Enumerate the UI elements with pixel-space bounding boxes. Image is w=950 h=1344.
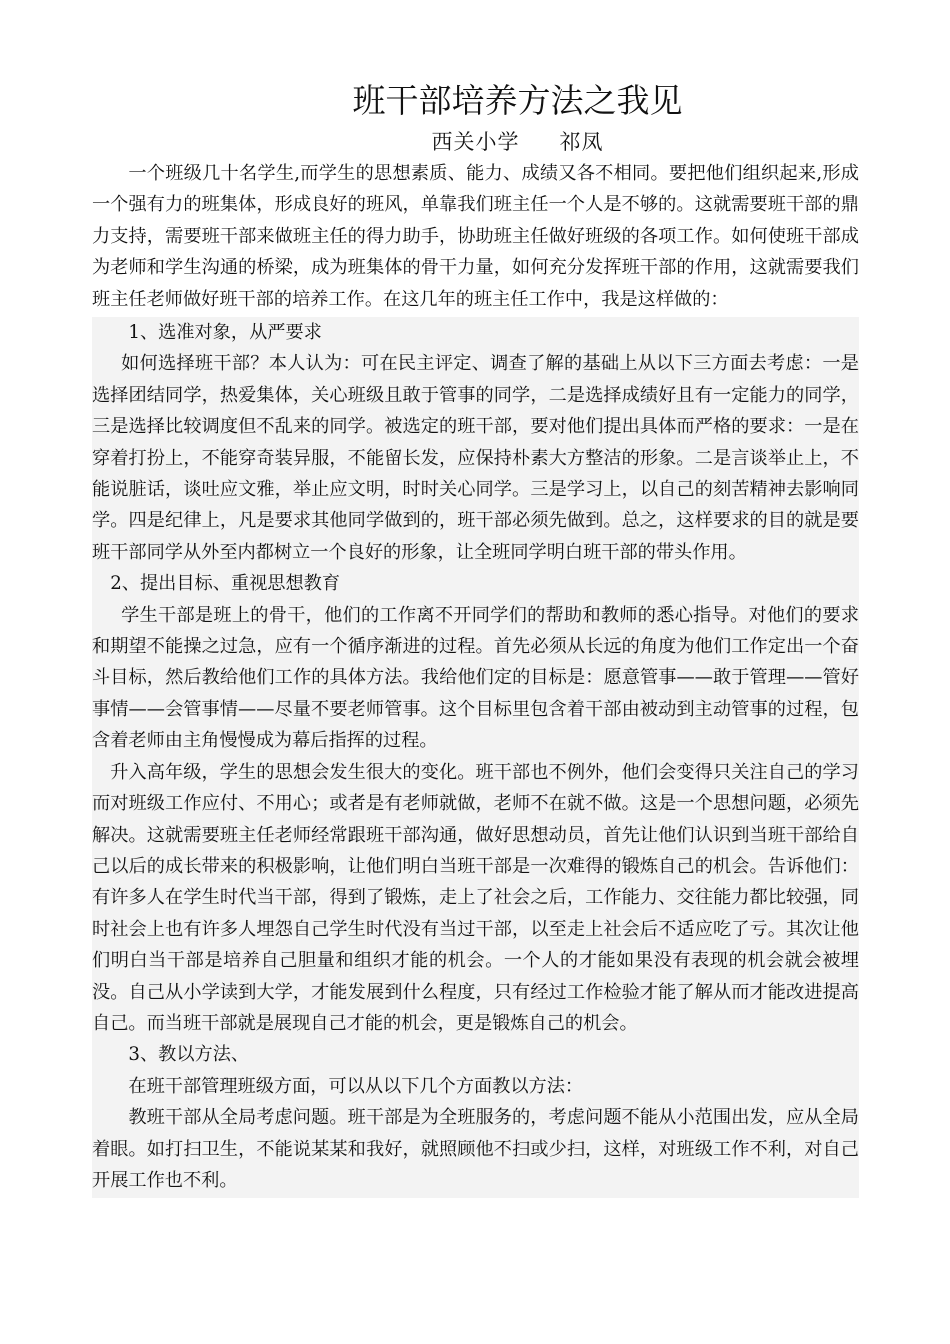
heading-3: 3、教以方法、 [128,1044,250,1066]
school-name: 西关小学 [431,130,520,154]
byline [0,127,950,157]
heading-2: 2、提出目标、重视思想教育 [110,573,341,595]
paragraph-5: 教班干部从全局考虑问题。班干部是为全班服务的，考虑问题不能从小范围出发，应从全局着眼。如打扫卫生，不能说某某和我好，就照顾他不扫或少扫，这样，对班级工作不利，对自己开展工作也不利。 [92,1107,859,1191]
heading-1: 1、选准对象，从严要求 [128,322,322,343]
paragraph-1: 如何选择班干部？本人认为：可在民主评定、调查了解的基础上从以下三方面去考虑：一是选择团结同学，热爱集体，关心班级且敢于管事的同学，二是选择成绩好且有一定能力的同学，三是选择比较调度但不乱来的同学。被选定的班干部，要对他们提出具体而严格的要求：一是在穿着打扮上，不能穿奇装异服，不能留长发，应保持朴素大方整洁的形象。二是言谈举止上，不能说脏话，谈吐应文雅，举止应文明，时时关心同学。三是学习上，以自己的刻苦精神去影响同学。四是纪律上，凡是要求其他同学做到的，班干部必须先做到。总之，这样要求的目的就是要班干部同学从外至内都树立一个良好的形象，让全班同学明白班干部的带头作用。 [92,353,859,563]
paragraph-4: 在班干部管理班级方面，可以从以下几个方面教以方法： [128,1075,584,1097]
intro-section [92,158,859,315]
intro-paragraph: 一个班级几十名学生,而学生的思想素质、能力、成绩又各不相同。要把他们组织起来,形成一个强有力的班集体，形成良好的班风，单靠我们班主任一个人是不够的。这就需要班干部的鼎力支持，需要班干部来做班主任的得力助手，协助班主任做好班级的各项工作。如何使班干部成为老师和学生沟通的桥梁，成为班集体的骨干力量，如何充分发挥班干部的作用，这就需要我们班主任老师做好班干部的培养工作。在这几年的班主任工作中，我是这样做的： [92,163,859,310]
paragraph-2: 学生干部是班上的骨干，他们的工作离不开同学们的帮助和教师的悉心指导。对他们的要求和期望不能操之过急，应有一个循序渐进的过程。首先必须从长远的角度为他们工作定出一个奋斗目标，然后教给他们工作的具体方法。我给他们定的目标是：愿意管事——敢于管理——管好事情——会管事情——尽量不要老师管事。这个目标里包含着干部由被动到主动管事的过程，包含着老师由主角慢慢成为幕后指挥的过程。 [92,604,859,752]
main-section [92,317,859,1198]
paragraph-3: 升入高年级，学生的思想会发生很大的变化。班干部也不例外，他们会变得只关注自己的学习而对班级工作应付、不用心；或者是有老师就做，老师不在就不做。这是一个思想问题，必须先解决。这就需要班主任老师经常跟班干部沟通，做好思想动员，首先让他们认识到当班干部给自己以后的成长带来的积极影响，让他们明白当班干部是一次难得的锻炼自己的机会。告诉他们：有许多人在学生时代当干部，得到了锻炼，走上了社会之后，工作能力、交往能力都比较强，同时社会上也有许多人埋怨自己学生时代没有当过干部，以至走上社会后不适应吃了亏。其次让他们明白当干部是培养自己胆量和组织才能的机会。一个人的才能如果没有表现的机会就会被埋没。自己从小学读到大学，才能发展到什么程度，只有经过工作检验才能了解从而才能改进提高自己。而当班干部就是展现自己才能的机会，更是锻炼自己的机会。 [92,761,859,1034]
author-name: 祁凤 [559,130,604,154]
document-title: 班干部培养方法之我见 [352,81,683,120]
